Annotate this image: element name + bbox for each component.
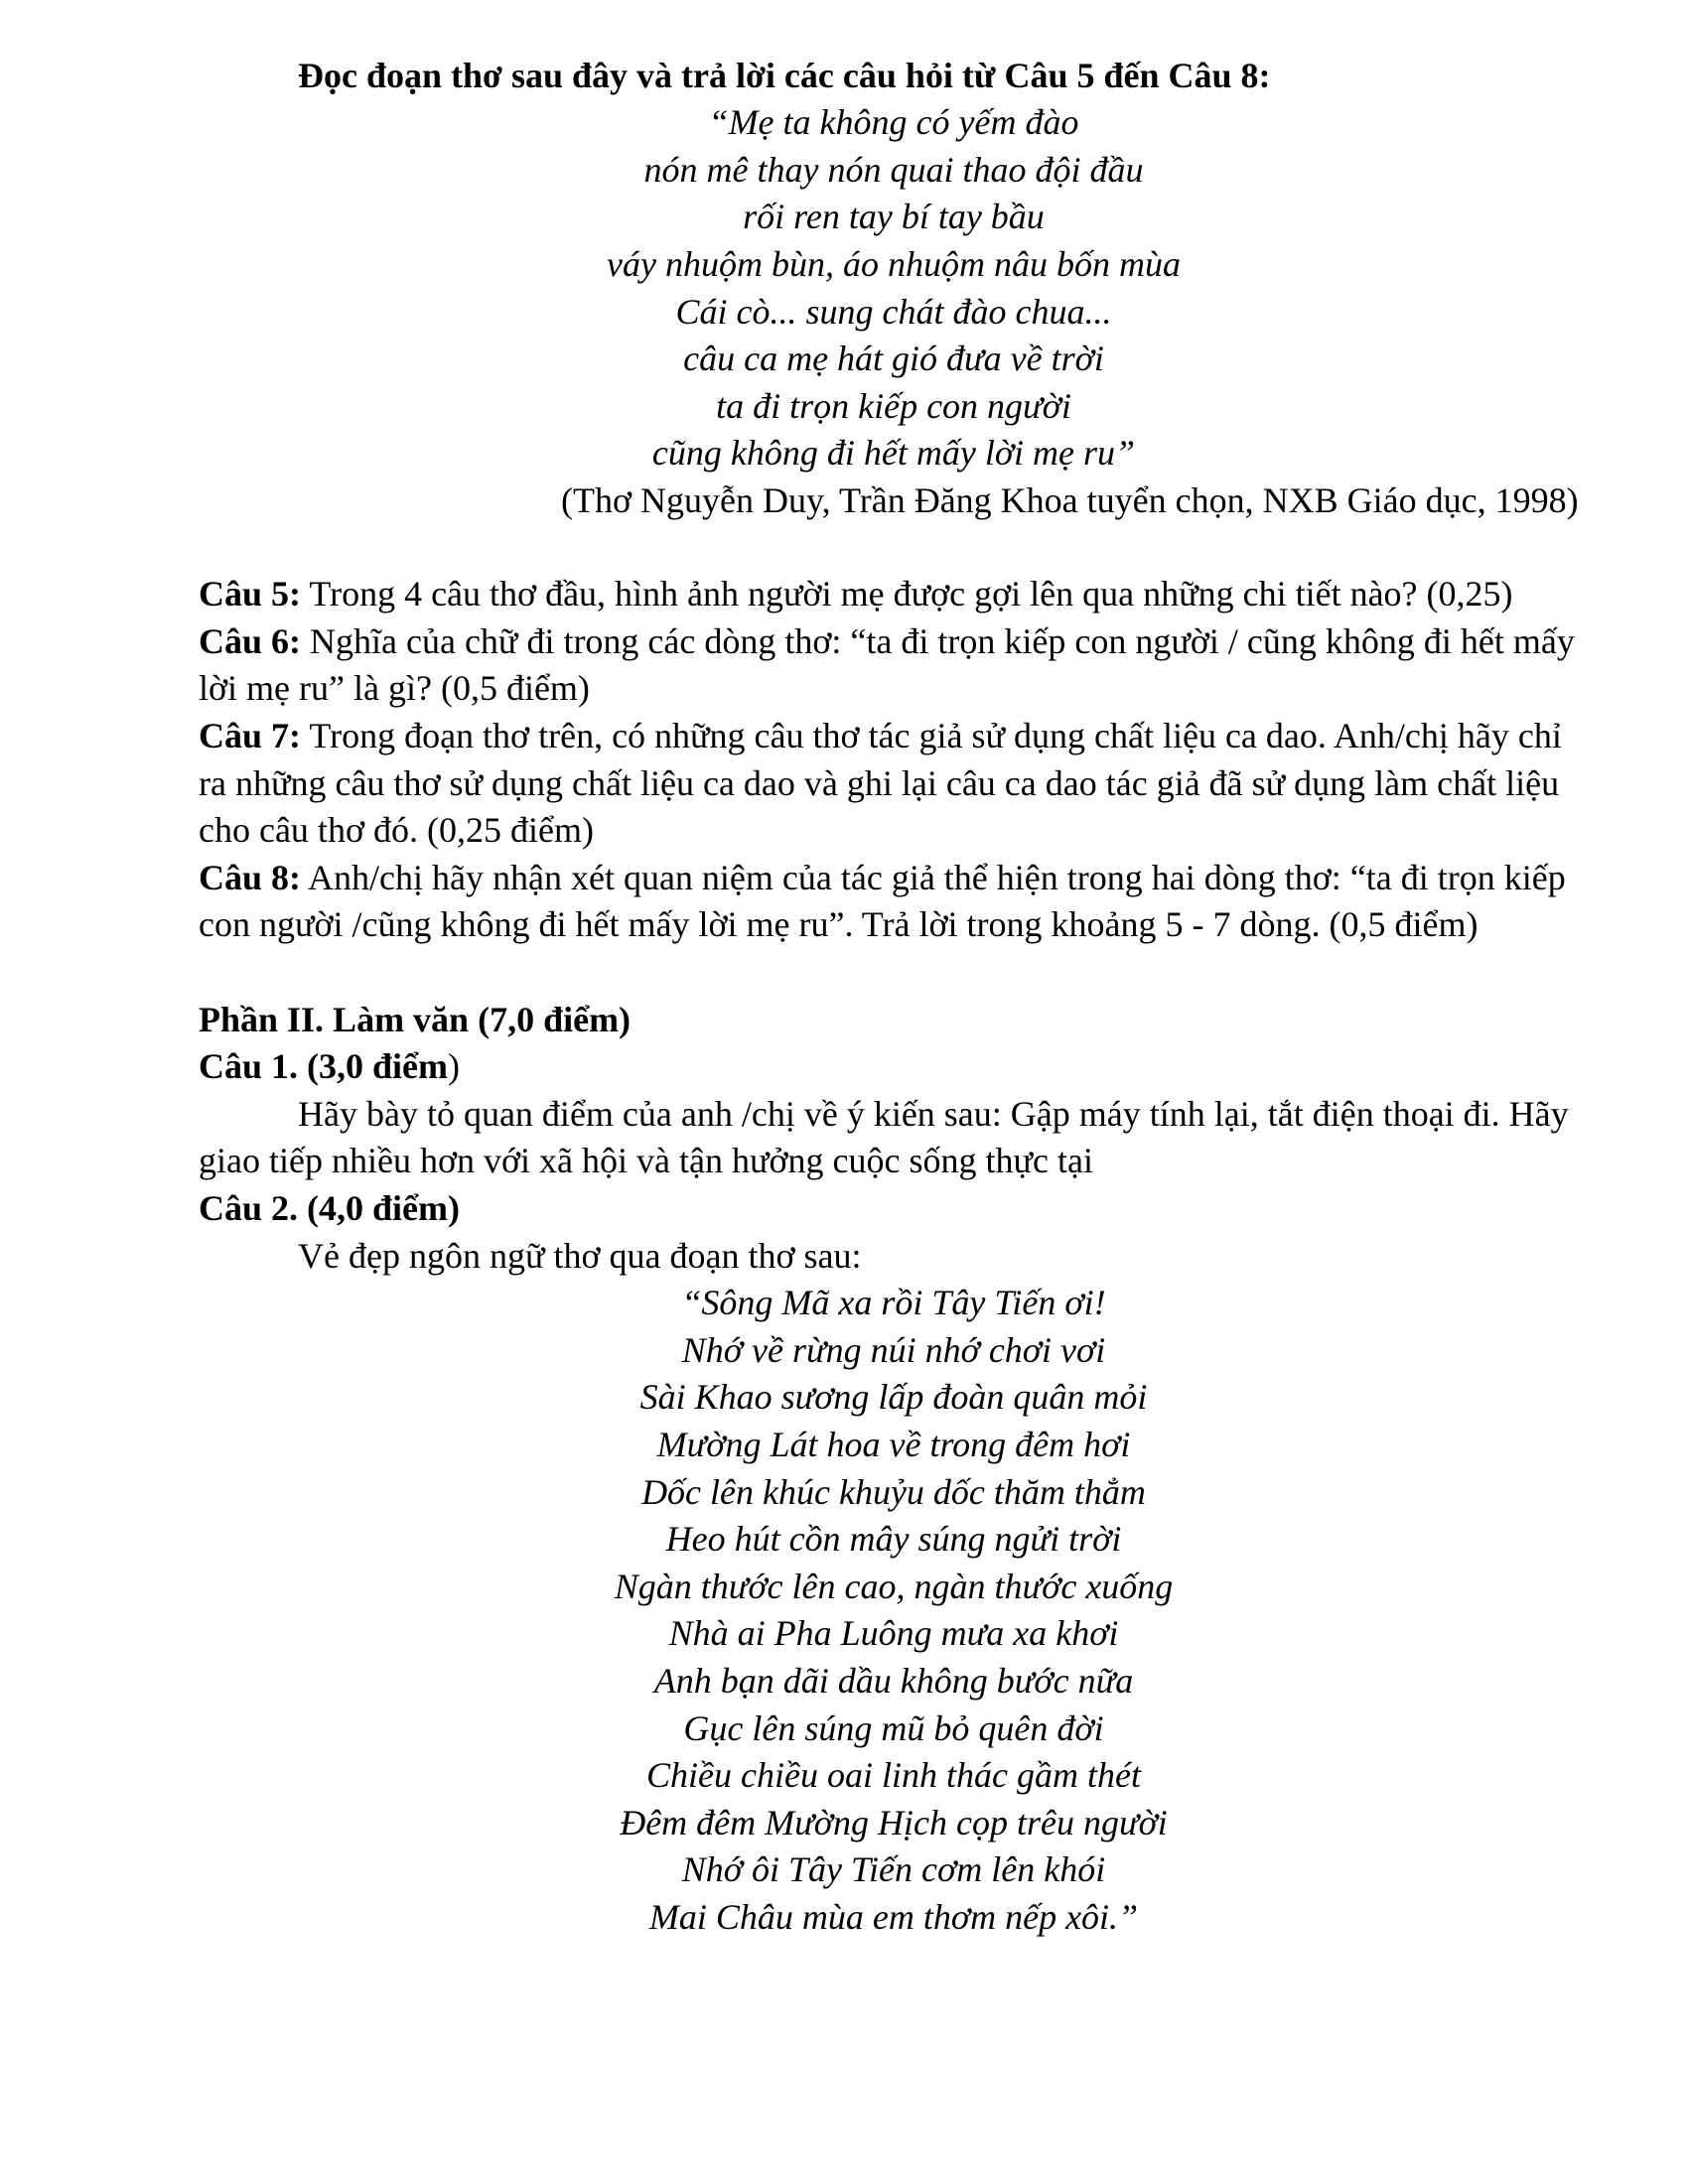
poem-1-line: cũng không đi hết mấy lời mẹ ru” bbox=[651, 433, 1136, 473]
essay-1-heading bbox=[199, 1042, 460, 1090]
poem-2-line: Mường Lát hoa về trong đêm hơi bbox=[656, 1425, 1131, 1464]
question-7-text: Trong đoạn thơ trên, có những câu thơ tác giả sử dụng chất liệu ca dao. Anh/chị hãy chỉ bbox=[301, 716, 1562, 755]
poem-1-line: Cái cò... sung chát đào chua... bbox=[675, 292, 1112, 332]
essay-2-prompt: Vẻ đẹp ngôn ngữ thơ qua đoạn thơ sau: bbox=[298, 1236, 862, 1276]
question-6-line bbox=[199, 617, 1575, 665]
poem-1-line: ta đi trọn kiếp con người bbox=[716, 386, 1071, 426]
question-7-text-continued: ra những câu thơ sử dụng chất liệu ca dao và ghi lại câu ca dao tác giả đã sử dụng làm chất liệu bbox=[199, 763, 1560, 803]
question-5-text: Trong 4 câu thơ đầu, hình ảnh người mẹ được gợi lên qua những chi tiết nào? (0,25) bbox=[301, 574, 1513, 614]
poem-2-line: Dốc lên khúc khuỷu dốc thăm thẳm bbox=[641, 1472, 1146, 1512]
poem-2-line: Mai Châu mùa em thơm nếp xôi.” bbox=[648, 1897, 1139, 1937]
question-7-label: Câu 7: bbox=[199, 716, 302, 755]
poem-2-line: Nhớ về rừng núi nhớ chơi vơi bbox=[681, 1330, 1106, 1370]
essay-1-label-close: ) bbox=[448, 1046, 460, 1086]
question-5-label: Câu 5: bbox=[199, 574, 302, 614]
poem-2-line: Anh bạn dãi dầu không bước nữa bbox=[653, 1661, 1134, 1701]
part-2-title: Phần II. Làm văn (7,0 điểm) bbox=[199, 1000, 632, 1039]
poem-1-line: váy nhuộm bùn, áo nhuộm nâu bốn mùa bbox=[607, 244, 1181, 284]
essay-1-prompt-continued: giao tiếp nhiều hơn với xã hội và tận hưởng cuộc sống thực tại bbox=[199, 1141, 1093, 1180]
poem-2-line: “Sông Mã xa rồi Tây Tiến ơi! bbox=[681, 1283, 1106, 1322]
poem-1-line: rối ren tay bí tay bầu bbox=[743, 197, 1045, 236]
question-5-line bbox=[199, 570, 1513, 617]
poem-1-line: “Mẹ ta không có yếm đào bbox=[708, 102, 1079, 142]
question-8-label: Câu 8: bbox=[199, 858, 302, 897]
poem-2-line: Nhà ai Pha Luông mưa xa khơi bbox=[668, 1613, 1119, 1653]
question-6-label: Câu 6: bbox=[199, 621, 302, 661]
essay-1-label: Câu 1. (3,0 điểm bbox=[199, 1046, 448, 1086]
question-6-text-continued: lời mẹ ru” là gì? (0,5 điểm) bbox=[199, 668, 590, 708]
poem-2-line: Gục lên súng mũ bỏ quên đời bbox=[683, 1708, 1104, 1748]
poem-1-line: câu ca mẹ hát gió đưa về trời bbox=[683, 339, 1104, 378]
reading-instructions: Đọc đoạn thơ sau đây và trả lời các câu hỏi từ Câu 5 đến Câu 8: bbox=[298, 56, 1271, 95]
poem-2-line: Chiều chiều oai linh thác gầm thét bbox=[646, 1755, 1141, 1795]
question-6-text: Nghĩa của chữ đi trong các dòng thơ: “ta đi trọn kiếp con người / cũng không đi hết mấy bbox=[301, 621, 1575, 661]
poem-1-source: (Thơ Nguyễn Duy, Trần Đăng Khoa tuyển chọn, NXB Giáo dục, 1998) bbox=[561, 480, 1579, 520]
poem-2-line: Heo hút cồn mây súng ngửi trời bbox=[665, 1519, 1122, 1559]
poem-2-line: Đêm đêm Mường Hịch cọp trêu người bbox=[620, 1803, 1168, 1843]
poem-2-line: Sài Khao sương lấp đoàn quân mỏi bbox=[639, 1377, 1148, 1417]
poem-2-line: Nhớ ôi Tây Tiến cơm lên khói bbox=[681, 1849, 1106, 1889]
question-7-line bbox=[199, 712, 1562, 759]
question-7-text-continued: cho câu thơ đó. (0,25 điểm) bbox=[199, 810, 594, 850]
poem-2-line: Ngàn thước lên cao, ngàn thước xuống bbox=[614, 1567, 1174, 1606]
question-8-text-continued: con người /cũng không đi hết mấy lời mẹ ru”. Trả lời trong khoảng 5 - 7 dòng. (0,5 điểm) bbox=[199, 904, 1478, 944]
essay-2-label: Câu 2. (4,0 điểm) bbox=[199, 1188, 460, 1228]
question-8-text: Anh/chị hãy nhận xét quan niệm của tác giả thể hiện trong hai dòng thơ: “ta đi trọn kiếp bbox=[301, 858, 1566, 897]
poem-1-line: nón mê thay nón quai thao đội đầu bbox=[643, 150, 1144, 190]
question-8-line bbox=[199, 854, 1566, 901]
essay-1-prompt: Hãy bày tỏ quan điểm của anh /chị về ý kiến sau: Gập máy tính lại, tắt điện thoại đi. Hãy bbox=[298, 1094, 1569, 1134]
